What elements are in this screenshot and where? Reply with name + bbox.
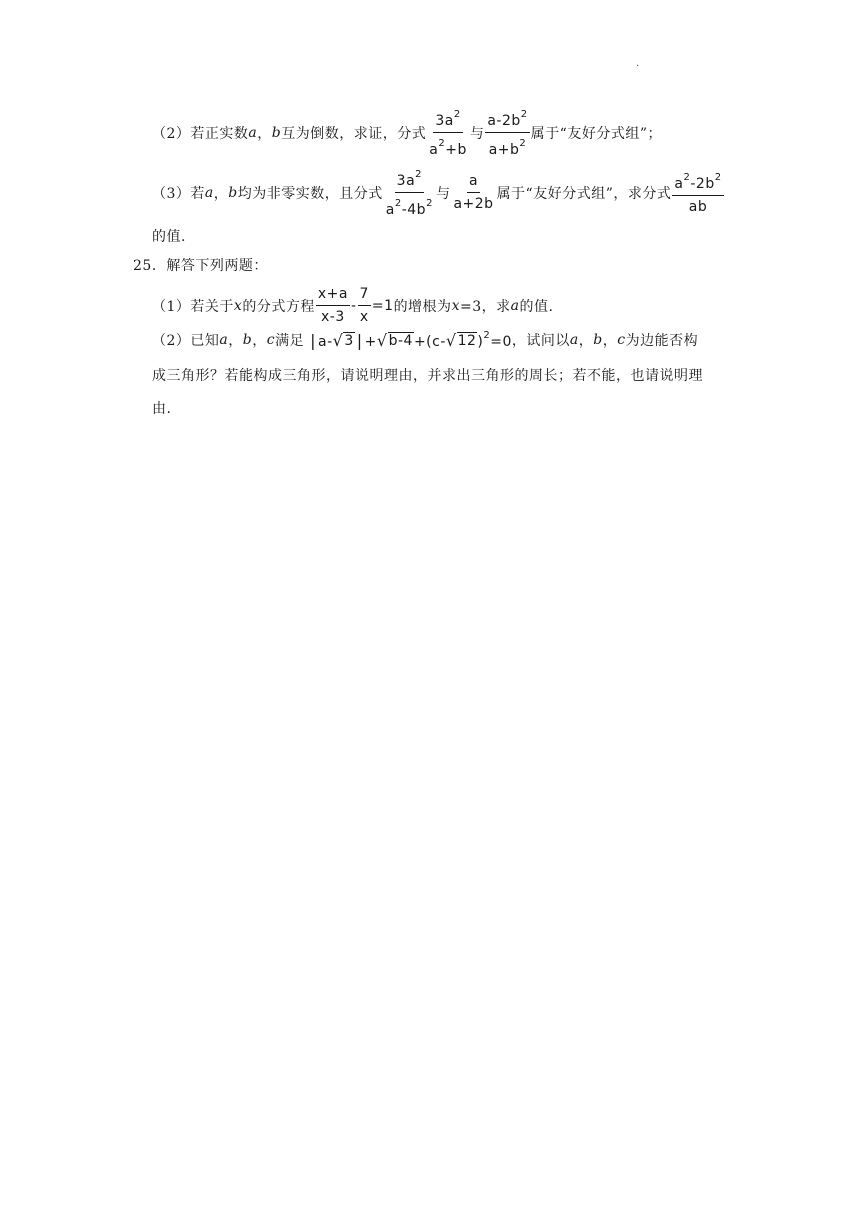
fraction-1 [316,283,350,328]
frac-den-mid: -4b [401,202,427,218]
conjunction: 与 [469,125,485,142]
sqrt-12 [446,332,478,349]
var-a: a [248,124,258,141]
frac-num-sup: 2 [415,169,423,180]
fraction-3 [672,167,723,218]
q25-part1-line [152,283,553,328]
q24-part2-tail: 属于“友好分式组”； [530,125,662,142]
q24-part3-cont-text: 的值. [152,229,186,245]
page-dot: . [636,58,640,69]
frac-den: x-3 [321,309,345,325]
q24-part3-line [152,164,725,221]
frac-den-sup: 2 [438,138,446,149]
q25-part2-text3: 为边能否构 [625,333,699,349]
q25-part2-text2: ，试问以 [511,333,570,349]
frac-num-mid: -2b [690,176,715,192]
q25-part2-line [152,330,698,350]
plus-sign: + [364,334,377,350]
q24-part3-text2: 属于“友好分式组”，求分式 [496,185,672,202]
sqrt-3 [333,332,355,349]
fraction-2 [358,283,371,328]
q25-part2-line2 [152,365,703,385]
fraction-2 [451,170,495,215]
frac-den: ab [688,199,708,215]
var-c: c [266,332,276,348]
q25-heading [133,255,268,275]
q24-part3-text1: 均为非零实数，且分式 [237,185,383,202]
q24-part3-prefix: （3）若 [152,185,205,202]
frac-den-sup2: 2 [426,198,433,209]
sqrt-b-4 [377,332,414,349]
var-x: x [233,297,243,314]
frac-den: a+2b [453,196,494,212]
q25-part2-text1: 满足 [275,333,305,349]
fraction-2 [485,104,529,161]
comma: ， [578,333,594,349]
var-a: a [510,297,520,314]
var-x: x [451,297,460,314]
q25-part2-line3-text: 由. [152,401,172,417]
q25-part1-text1: 的分式方程 [242,298,315,315]
frac-num: 3a [396,173,416,189]
comma: ， [257,125,272,142]
q25-part2-prefix: （2）已知 [152,333,220,349]
frac-den: a [429,142,439,158]
equation [308,330,512,350]
frac-den: a+b [488,142,520,158]
var-a: a [569,332,579,348]
q24-part2-text1: 互为倒数，求证，分式 [281,125,427,142]
plus-sign: + [413,334,427,350]
var-b: b [242,332,253,348]
q25-heading-text: 25．解答下列两题： [133,258,268,274]
q24-part2-prefix: （2）若正实数 [152,125,249,142]
frac-num-sup: 2 [520,109,528,120]
frac-num: 3a [435,113,454,129]
fraction-1 [427,104,469,161]
comma: ， [228,333,243,349]
paren-open: (c- [426,334,446,350]
var-b: b [271,124,282,141]
q24-part2-line [152,104,662,161]
q25-part1-text2: 的增根为 [393,298,452,315]
var-b: b [228,184,238,201]
radicand: b-4 [388,333,413,349]
frac-num: a [674,176,684,192]
radical-icon: √ [332,331,344,350]
frac-den-sup: 2 [394,198,402,209]
radicand: 12 [457,333,477,349]
frac-den: a [385,202,395,218]
abs-bar-right: | [356,331,363,350]
frac-num-sup: 2 [453,109,461,120]
radicand: 3 [344,333,354,349]
frac-num: x+a [316,283,350,306]
q25-part1-eq2: =3，求 [459,298,511,315]
conjunction: 与 [435,185,451,202]
frac-num-sup2: 2 [714,172,722,183]
exponent: 2 [483,330,491,341]
comma: ， [602,333,618,349]
radical-icon: √ [376,331,388,350]
var-a: a [204,184,214,201]
equals-one: =1 [371,297,394,314]
q25-part2-line3 [152,398,171,418]
radical-icon: √ [445,331,457,350]
paren-close: ) [477,334,484,350]
q25-part1-prefix: （1）若关于 [152,298,234,315]
frac-num-sup: 2 [683,172,691,183]
var-c: c [617,332,626,348]
frac-den: x [359,309,369,325]
abs-content: a- [317,334,333,350]
fraction-1 [384,164,435,221]
q24-part3-cont [152,226,186,246]
comma: ， [213,185,229,202]
var-b: b [593,332,603,348]
frac-num: a [468,173,479,189]
comma: ， [252,333,267,349]
frac-num: 7 [358,283,371,306]
frac-num: a-2b [487,113,521,129]
equals-zero: =0 [490,334,512,350]
var-a: a [219,332,229,348]
frac-den-tail: +b [445,142,467,158]
abs-bar-left: | [310,331,316,350]
q25-part2-line2-text: 成三角形？若能构成三角形，请说明理由，并求出三角形的周长；若不能，也请说明理 [152,368,703,384]
frac-den-sup: 2 [519,138,527,149]
q25-part1-tail: 的值. [519,298,554,315]
minus-sign: - [350,297,357,314]
